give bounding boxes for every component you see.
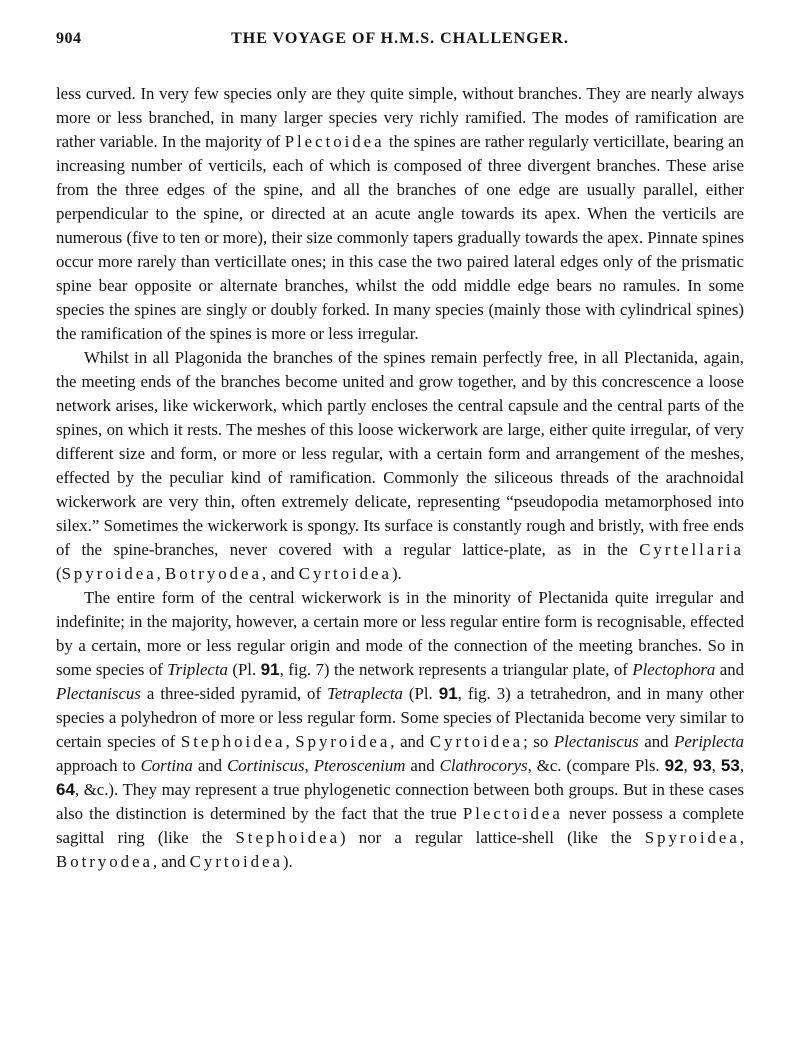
page-number: 904 bbox=[56, 30, 82, 47]
spaced-taxon: Stephoidea bbox=[180, 732, 286, 751]
genus-name: Plectophora bbox=[632, 660, 716, 679]
genus-name: Periplecta bbox=[674, 732, 744, 751]
genus-name: Plectaniscus bbox=[56, 684, 141, 703]
spaced-taxon: Spyroidea bbox=[61, 564, 157, 583]
genus-name: Cortiniscus bbox=[227, 756, 305, 775]
plate-number: 92 bbox=[664, 756, 684, 775]
genus-name: Tetraplecta bbox=[327, 684, 403, 703]
spaced-taxon: Cyrtoidea bbox=[298, 564, 392, 583]
plate-number: 64 bbox=[56, 780, 75, 799]
plate-number: 53 bbox=[720, 756, 740, 775]
running-title: THE VOYAGE OF H.M.S. CHALLENGER. bbox=[231, 30, 569, 47]
spaced-taxon: Cyrtoidea bbox=[189, 852, 283, 871]
spaced-taxon: Plectoidea bbox=[284, 132, 385, 151]
running-header bbox=[56, 30, 744, 56]
spaced-taxon: Cyrtellaria bbox=[639, 540, 744, 559]
genus-name: Triplecta bbox=[167, 660, 228, 679]
plate-number: 91 bbox=[438, 684, 458, 703]
spaced-taxon: Stephoidea bbox=[235, 828, 341, 847]
genus-name: Plectaniscus bbox=[553, 732, 639, 751]
spaced-taxon: Plectoidea bbox=[462, 804, 563, 823]
spaced-taxon: Botryodea bbox=[165, 564, 262, 583]
plate-number: 93 bbox=[692, 756, 712, 775]
spaced-taxon: Cyrtoidea bbox=[429, 732, 524, 751]
paragraph-plectanida-wickerwork: Whilst in all Plagonida the branches of the spines remain perfectly free, in all Plectanida, again, the meeting ends of the branches become united and grow together, and by this concrescence a loose network arises, like wickerwork, which partly encloses the central capsule and the central parts of the spines, on which it rests. The meshes of this loose wickerwork are large, either quite irregular, of very different size and form, or more or less regular, with a certain form and arrangement of the meshes, effected by the peculiar kind of ramification. Commonly the siliceous threads of the arachnoidal wickerwork are very thin, often extremely delicate, representing “pseudopodia metamorphosed into silex.” Sometimes the wickerwork is spongy. Its surface is constantly rough and bristly, with free ends of the spine-branches, never covered with a regular lattice-plate, as in the Cyrtellaria (Spyroidea, Botryodea, and Cyrtoidea). bbox=[56, 348, 744, 583]
paragraph-spines-ramification: less curved. In very few species only are they quite simple, without branches. They are nearly always more or less branched, in many larger species very richly ramified. The modes of ramification are rather variable. In the majority of Plectoidea the spines are rather regularly verticillate, bearing an increasing number of verticils, each of which is composed of three divergent branches. These arise from the three edges of the spine, and all the branches of one edge are usually parallel, either perpendicular to the spine, or directed at an acute angle towards its apex. When the verticils are numerous (five to ten or more), their size commonly tapers gradually towards the apex. Pinnate spines occur more rarely than verticillate ones; in this case the two paired lateral edges only of the prismatic spine bear opposite or alternate branches, whilst the odd middle edge bears no ramules. In some species the spines are singly or doubly forked. In many species (mainly those with cylindrical spines) the ramification of the spines is more or less irregular. bbox=[56, 84, 744, 343]
genus-name: Cortina bbox=[140, 756, 193, 775]
spaced-taxon: Spyroidea bbox=[295, 732, 391, 751]
paragraph-central-wickerwork-form: The entire form of the central wickerwork is in the minority of Plectanida quite irregular and indefinite; in the majority, however, a certain more or less regular entire form is recognisable, effected by a certain, more or less regular origin and mode of the connection of the meeting branches. So in some species of Triplecta (Pl. 91, fig. 7) the network represents a triangular plate, of Plectophora and Plectaniscus a three-sided pyramid, of Tetraplecta (Pl. 91, fig. 3) a tetrahedron, and in many other species a polyhedron of more or less regular form. Some species of Plectanida become very similar to certain species of Stephoidea, Spyroidea, and Cyrtoidea; so Plectaniscus and Periplecta approach to Cortina and Cortiniscus, Pteroscenium and Clathrocorys, &c. (compare Pls. 92, 93, 53, 64, &c.). They may represent a true phylogenetic connection between both groups. But in these cases also the distinction is determined by the fact that the true Plectoidea never possess a complete sagittal ring (like the Stephoidea) nor a regular lattice-shell (like the Spyroidea, Botryodea, and Cyrtoidea). bbox=[56, 588, 745, 871]
body-text bbox=[56, 82, 744, 874]
genus-name: Pteroscenium bbox=[313, 756, 406, 775]
genus-name: Clathrocorys bbox=[439, 756, 528, 775]
spaced-taxon: Spyroidea bbox=[644, 828, 740, 847]
spaced-taxon: Botryodea bbox=[56, 852, 153, 871]
plate-number: 91 bbox=[260, 660, 280, 679]
